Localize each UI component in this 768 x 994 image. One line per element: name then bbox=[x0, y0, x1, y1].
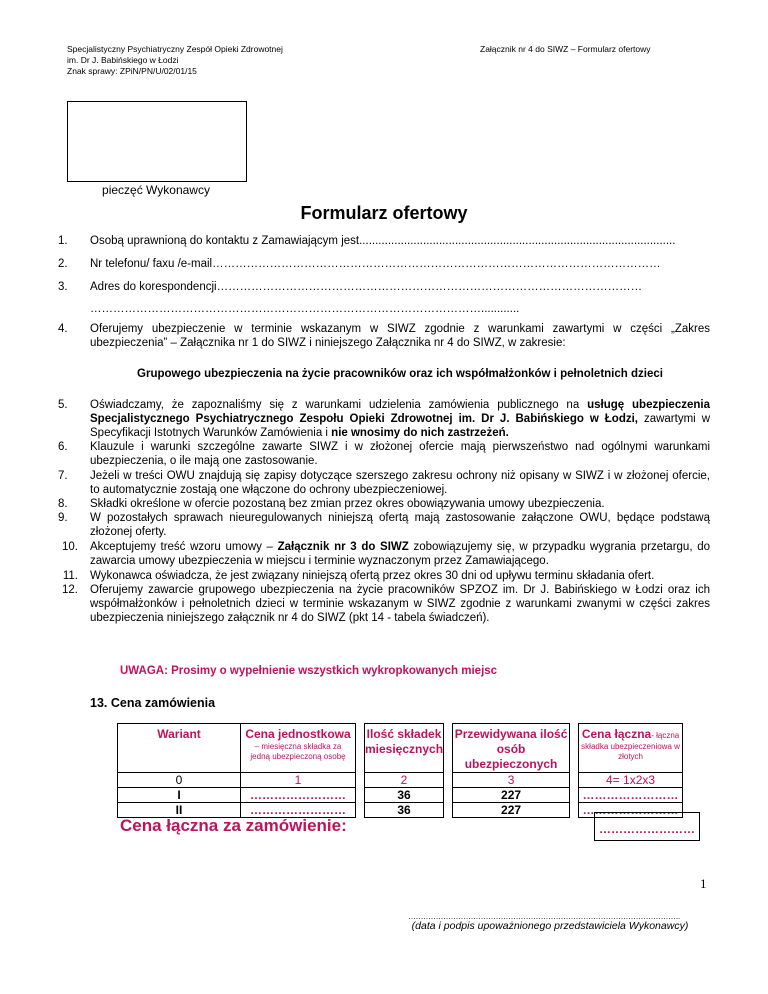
contractor-stamp-box bbox=[67, 101, 247, 182]
item-5: 5. Oświadczamy, że zapoznaliśmy się z warunkami udzielenia zamówienia publicznego na usługę ubezpieczenia Specjalistycznego Psychiatrycznego Zespołu Opieki Zdrowotnej im. Dr J. Babińskiego w Łodzi, zawartymi w Specyfikacji Istotnych Warunków Zamówienia i nie wnosimy do nich zastrzeżeń. bbox=[58, 399, 710, 439]
header-case-number: Znak sprawy: ZPiN/PN/U/02/01/15 bbox=[67, 66, 197, 76]
section-13-heading: 13. Cena zamówienia bbox=[90, 696, 216, 710]
item-10: 10. Akceptujemy treść wzoru umowy – Załącznik nr 3 do SIWZ zobowiązujemy się, w przypadku wygrania przetargu, do zawarcia umowy ubezpieczenia w miejscu i terminie wyznaczonym przez Zamawiającego. bbox=[62, 541, 710, 567]
col-total-price: Cena łączna- łączna składka ubezpieczeniowa w złotych bbox=[579, 724, 683, 773]
item-3: 3. Adres do korespondencji………………………………………………………………………………………………… bbox=[58, 281, 643, 293]
header-institution bbox=[67, 44, 283, 77]
signature-line[interactable]: ………………………………………………………………………………………………. bbox=[408, 912, 680, 921]
col-wariant: Wariant bbox=[118, 724, 241, 773]
unit-price-field-1[interactable]: …………………… bbox=[241, 788, 356, 803]
price-table bbox=[117, 723, 683, 818]
price-table-header bbox=[118, 724, 683, 773]
insurance-subject: Grupowego ubezpieczenia na życie pracowników oraz ich współmałżonków i pełnoletnich dzieci bbox=[137, 368, 663, 380]
item-4-text: Oferujemy ubezpieczenie w terminie wskazanym w SIWZ zgodnie z warunkami zawartymi w części „Zakres ubezpieczenia” – Załącznika nr 1 do SIWZ i niniejszego Załącznika nr 4 do SIWZ, w zakresie: bbox=[90, 323, 710, 349]
item-2: 2. Nr telefonu/ faxu /e-mail……………………………………………………………………………………………………… bbox=[58, 258, 661, 270]
total-price-field-1[interactable]: …………………… bbox=[579, 788, 683, 803]
item-12: 12. Oferujemy zawarcie grupowego ubezpieczenia na życie pracowników SPZOZ im. Dr J. Babińskiego w Łodzi oraz ich współmałżonków i pełnoletnich dzieci w terminie wskazanym w SIWZ zgodnie z warunkami zwanymi w części zakres ubezpieczenia niniejszego załącznik nr 4 do SIWZ (pkt 14 - tabela świadczeń). bbox=[62, 584, 710, 624]
col-premium-count: Ilość składek miesięcznych bbox=[365, 724, 444, 773]
item-9: 9. W pozostałych sprawach nieuregulowanych niniejszą ofertą mają zastosowanie załączone OWU, będące podstawą złożonej oferty. bbox=[58, 512, 710, 538]
address-field[interactable]: Adres do korespondencji………………………………………………………………………………………………… bbox=[90, 281, 643, 293]
page-title: Formularz ofertowy bbox=[300, 203, 468, 223]
signature-label: (data i podpis upoważnionego przedstawiciela Wykonawcy) bbox=[411, 920, 689, 932]
total-price-field[interactable]: …………………… bbox=[594, 812, 700, 841]
table-row: 0 1 2 3 4= 1x2x3 bbox=[118, 773, 683, 788]
item-4: 4. Oferujemy ubezpieczenie w terminie wskazanym w SIWZ zgodnie z warunkami zawartymi w części „Zakres ubezpieczenia” – Załącznika nr 1 do SIWZ i niniejszego Załącznika nr 4 do SIWZ, w zakresie: bbox=[58, 323, 710, 349]
page-number: 1 bbox=[700, 876, 707, 891]
item-6: 6. Klauzule i warunki szczególne zawarte SIWZ i w złożonej ofercie mają pierwszeństwo nad ogólnymi warunkami ubezpieczenia, o ile mają one zastosowanie. bbox=[58, 441, 710, 467]
total-price-label: Cena łączna za zamówienie: bbox=[120, 816, 347, 835]
address-field-continuation[interactable]: …………………………………………………………………………………………............ bbox=[90, 303, 520, 315]
item-1: 1. Osobą uprawnioną do kontaktu z Zamawiającym jest................................................................................................... bbox=[58, 235, 676, 247]
item-7: 7. Jeżeli w treści OWU znajdują się zapisy dotyczące szerszego zakresu ochrony niż opisany w SIWZ i w złożonej ofercie, to automatycznie zostają one włączone do ochrony ubezpieczeniowej. bbox=[58, 470, 710, 496]
total-price-field-2[interactable]: …………………… bbox=[579, 803, 683, 818]
item-11: 11. Wykonawca oświadcza, że jest związany niniejszą ofertą przez okres 30 dni od upływu terminu składania ofert. bbox=[62, 570, 655, 582]
stamp-label: pieczęć Wykonawcy bbox=[102, 183, 210, 197]
phone-fax-email-field[interactable]: Nr telefonu/ faxu /e-mail……………………………………………………………………………………………………… bbox=[90, 258, 661, 270]
table-row: I …………………… 36 227 …………………… bbox=[118, 788, 683, 803]
header-line-2: im. Dr J. Babińskiego w Łodzi bbox=[67, 55, 179, 65]
header-attachment: Załącznik nr 4 do SIWZ – Formularz ofertowy bbox=[480, 44, 651, 54]
contact-person-field[interactable]: Osobą uprawnioną do kontaktu z Zamawiającym jest................................................................................................... bbox=[90, 235, 676, 247]
header-line-1: Specjalistyczny Psychiatryczny Zespół Opieki Zdrowotnej bbox=[67, 44, 283, 54]
col-unit-price: Cena jednostkowa – miesięczna składka za jedną ubezpieczoną osobę bbox=[241, 724, 356, 773]
fill-warning: UWAGA: Prosimy o wypełnienie wszystkich wykropkowanych miejsc bbox=[120, 665, 498, 677]
unit-price-field-2[interactable]: …………………… bbox=[241, 803, 356, 818]
col-insured-count: Przewidywana ilość osób ubezpieczonych bbox=[453, 724, 570, 773]
item-8: 8. Składki określone w ofercie pozostaną bez zmian przez okres obowiązywania umowy ubezpieczenia. bbox=[58, 498, 605, 510]
table-row: II …………………… 36 227 …………………… bbox=[118, 803, 683, 818]
